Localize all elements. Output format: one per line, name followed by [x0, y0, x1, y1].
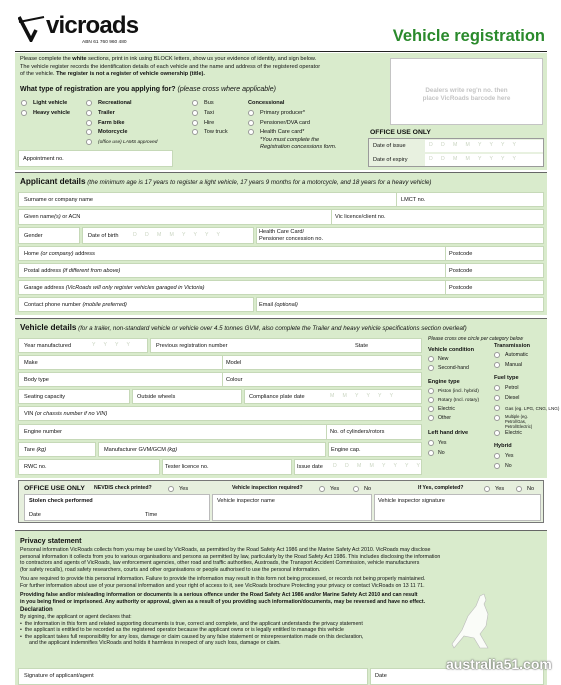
- declaration-heading: Declaration: [20, 607, 53, 613]
- lams-checkbox[interactable]: [86, 139, 92, 145]
- seating-capacity-label: Seating capacity: [24, 394, 66, 400]
- inspection-no-label: No: [364, 486, 372, 492]
- tow-truck-checkbox[interactable]: [192, 129, 198, 135]
- state-label: State: [355, 343, 369, 349]
- body-type-field[interactable]: [18, 372, 422, 387]
- lhd-yes-radio[interactable]: [428, 440, 434, 446]
- pensioner-dva-label: Pensioner/DVA card: [260, 119, 310, 126]
- date-of-issue-label: Date of issue: [373, 143, 406, 149]
- intro-line-2: The vehicle register records the identification details of each vehicle and the name and address of the registered operator: [20, 63, 321, 70]
- email-field[interactable]: [256, 297, 544, 312]
- dealers-note-line-2: place VicRoads barcode here: [422, 95, 511, 102]
- light-vehicle-label: Light vehicle: [33, 100, 68, 106]
- nevdis-yes-radio[interactable]: [168, 486, 174, 492]
- gvm-label: Manufacturer GVM/GCM (kg): [104, 447, 178, 453]
- heavy-vehicle-label: Heavy vehicle: [33, 110, 71, 116]
- issue-date-placeholder: D D M M Y Y Y Y: [333, 463, 424, 469]
- engine-rotary-label: Rotary (Incl. rotary): [438, 397, 480, 403]
- health-care-card-checkbox[interactable]: [248, 129, 254, 135]
- office-use-title-1: OFFICE USE ONLY: [370, 129, 431, 136]
- condition-second-hand-label: Second-hand: [438, 364, 469, 371]
- inspector-signature-label: Vehicle inspector signature: [378, 498, 445, 504]
- bus-checkbox[interactable]: [192, 100, 198, 106]
- engine-electric-label: Electric: [438, 405, 456, 412]
- trailer-label: Trailer: [98, 110, 115, 116]
- fuel-gas-radio[interactable]: [494, 405, 500, 411]
- privacy-line-5: You are required to provide this personal information. Failure to provide the information may result in this form not being processed, or records not being properly maintained.: [20, 576, 426, 582]
- make-model-divider: [222, 355, 223, 370]
- declaration-intro: By signing, the applicant or agent declares that:: [20, 614, 132, 620]
- home-postcode-divider: [445, 246, 446, 261]
- office-use-title-2: OFFICE USE ONLY: [24, 485, 85, 492]
- privacy-line-1: Personal information VicRoads collects from you may be used by VicRoads, as permitted by the Road Safety Act 1986 and the Marine Safety Act 2010. VicRoads may disclose: [20, 547, 431, 553]
- transmission-automatic-radio[interactable]: [494, 352, 500, 358]
- condition-new-radio[interactable]: [428, 356, 434, 362]
- garage-postcode-label: Postcode: [449, 285, 473, 291]
- dealers-note-line-1: Dealers write reg'n no. then: [425, 87, 508, 94]
- top-rule: [15, 51, 547, 52]
- inspection-yes-label: Yes: [330, 486, 340, 492]
- outside-wheels-label: Outside wheels: [137, 394, 176, 400]
- compliance-plate-placeholder: M M Y Y Y Y: [330, 393, 397, 399]
- nevdis-yes-label: Yes: [179, 486, 189, 492]
- garage-postcode-divider: [445, 280, 446, 295]
- completed-yes-label: Yes: [495, 486, 505, 492]
- transmission-manual-radio[interactable]: [494, 362, 500, 368]
- brand-name: vicroads: [46, 12, 139, 39]
- appointment-label: Appointment no.: [23, 156, 64, 162]
- stolen-time-label: Time: [145, 512, 158, 518]
- inspector-name-label: Vehicle inspector name: [217, 498, 275, 504]
- engine-number-label: Engine number: [24, 429, 62, 435]
- completed-no-label: No: [527, 486, 535, 492]
- abn-text: ABN 61 760 960 480: [82, 40, 127, 45]
- applicant-signature-label: Signature of applicant/agent: [24, 673, 94, 679]
- postal-postcode-label: Postcode: [449, 268, 473, 274]
- contact-phone-label: Contact phone number (mobile preferred): [24, 302, 127, 308]
- engine-type-heading: Engine type: [428, 379, 460, 385]
- intro-line-3: of the vehicle. The register is not a register of vehicle ownership (title).: [20, 71, 205, 77]
- engine-other-label: Other: [438, 414, 451, 421]
- fuel-diesel-radio[interactable]: [494, 395, 500, 401]
- vehicle-details-heading: Vehicle details (for a trailer, non-standard vehicle or vehicle over 4.5 tonnes GVM, also complete the Trailer and heavy vehicle specifications section overleaf): [20, 323, 467, 332]
- light-vehicle-checkbox[interactable]: [21, 100, 27, 106]
- hire-checkbox[interactable]: [192, 120, 198, 126]
- postal-postcode-divider: [445, 263, 446, 278]
- inspection-no-radio[interactable]: [353, 486, 359, 492]
- hybrid-yes-radio[interactable]: [494, 453, 500, 459]
- hybrid-no-radio[interactable]: [494, 463, 500, 469]
- date-of-expiry-placeholder: D D M M Y Y Y Y: [429, 156, 520, 162]
- office-use-box-1: [368, 138, 544, 167]
- vic-licence-label: Vic licence/client no.: [335, 214, 386, 220]
- circle-hint: Please cross one circle per category below: [428, 336, 524, 342]
- fuel-gas-label: Gas (eg. LPG, CNG, LNG): [505, 405, 560, 411]
- tare-label: Tare (kg): [24, 447, 47, 453]
- taxi-label: Taxi: [204, 110, 214, 116]
- hybrid-yes-label: Yes: [505, 452, 514, 459]
- body-colour-divider: [222, 372, 223, 387]
- declaration-bullet-1: • the information in this form and related supporting documents is true, correct and complete, and the applicant understands the privacy statement: [20, 620, 363, 627]
- motorcycle-label: Motorcycle: [98, 129, 128, 135]
- colour-label: Colour: [226, 377, 243, 383]
- if-yes-completed-label: If Yes, completed?: [418, 485, 464, 491]
- year-manufactured-label: Year manufactured: [24, 343, 72, 349]
- surname-lmct-divider: [396, 192, 397, 207]
- engine-other-radio[interactable]: [428, 415, 434, 421]
- warning-line-1: Providing false and/or misleading information or documents is a serious offence under the Road Safety Act 1986 and/or Marine Safety Act 2010 and can result: [20, 592, 418, 598]
- date-of-birth-placeholder: D D M M Y Y Y Y: [133, 232, 224, 238]
- declaration-continuation: and the applicant indemnifies VicRoads and holds it harmless in respect of any such loss, damage or claim.: [29, 640, 281, 646]
- pensioner-dva-checkbox[interactable]: [248, 120, 254, 126]
- concessions-note-2: Registration concessions form.: [260, 144, 337, 150]
- engine-electric-radio[interactable]: [428, 406, 434, 412]
- watermark-logo: [436, 592, 554, 678]
- health-care-card-number-label-1: Health Care Card/: [259, 229, 305, 235]
- completed-no-radio[interactable]: [516, 486, 522, 492]
- fuel-electric-label: Electric: [505, 429, 523, 436]
- engine-cyl-divider: [326, 424, 327, 440]
- inspection-yes-radio[interactable]: [319, 486, 325, 492]
- primary-producer-checkbox[interactable]: [248, 110, 254, 116]
- transmission-heading: Transmission: [494, 343, 531, 349]
- surname-label: Surname or company name: [24, 197, 94, 203]
- applicant-details-heading: Applicant details (the minimum age is 17 years to register a light vehicle, 17 years 9 months for a motorcycle, and 18 years for a heavy vehicle): [20, 177, 432, 186]
- signature-date-label: Date: [375, 673, 387, 679]
- fuel-petrol-radio[interactable]: [494, 385, 500, 391]
- warning-line-2: in you being fined or imprisoned. Any authority or approval, given as a result of you providing such information/documents, may be reversed and have no effect.: [20, 598, 426, 605]
- lmct-label: LMCT no.: [401, 197, 426, 203]
- concessions-note-1: *You must complete the: [260, 137, 320, 143]
- health-care-card-number-label-2: Pensioner concession no.: [259, 236, 324, 242]
- fuel-petrol-label: Petrol: [505, 384, 519, 391]
- farm-bike-label: Farm bike: [98, 119, 125, 126]
- recreational-label: Recreational: [98, 100, 132, 106]
- fuel-type-heading: Fuel type: [494, 375, 519, 381]
- vehicle-condition-heading: Vehicle condition: [428, 347, 475, 353]
- issue-date-label: Issue date: [297, 464, 323, 470]
- declaration-bullet-2: • the applicant is entitled to be recorded as the registered operator because the applicant owns or is legally entitled to manage this vehicle: [20, 627, 344, 633]
- make-field[interactable]: [18, 355, 422, 370]
- motorcycle-checkbox[interactable]: [86, 129, 92, 135]
- gender-label: Gender: [24, 233, 43, 239]
- privacy-line-2: personal information it collects from you to various organisations and persons as permitted by law, particularly by the Road Safety Act 1986. This includes disclosing the information: [20, 553, 441, 560]
- date-of-expiry-label: Date of expiry: [373, 157, 408, 163]
- condition-new-label: New: [438, 355, 449, 362]
- privacy-line-6: For further information about use of your personal information and your right of access to it, see VicRoads brochure Protecting your privacy or contact VicRoads on 13 11 71.: [20, 582, 425, 589]
- vicroads-logo: [18, 10, 158, 48]
- fuel-multiple-label: Multiple (eg. Petrol/Gas, Petrol/Electric): [505, 413, 533, 429]
- home-address-label: Home (or company) address: [24, 251, 95, 257]
- dealers-barcode-box[interactable]: [390, 58, 543, 125]
- rwc-label: RWC no.: [24, 464, 47, 470]
- hybrid-no-label: No: [505, 462, 512, 469]
- inspection-required-label: Vehicle inspection required?: [232, 485, 303, 491]
- fuel-electric-radio[interactable]: [494, 430, 500, 436]
- watermark-text: australia51.com: [446, 656, 552, 672]
- stolen-check-label: Stolen check performed: [29, 498, 93, 504]
- appointment-field[interactable]: [18, 150, 173, 167]
- compliance-plate-label: Compliance plate date: [249, 394, 305, 400]
- postal-address-label: Postal address (if different from above): [24, 268, 121, 274]
- model-label: Model: [226, 360, 242, 366]
- stolen-date-label: Date: [29, 512, 41, 518]
- lams-note: (office use) LAMS approved: [98, 139, 158, 145]
- privacy-line-4: (for safety recalls), road safety researchers, courts and other organisations or people authorised to use the personal information.: [20, 566, 321, 573]
- lhd-no-radio[interactable]: [428, 450, 434, 456]
- date-of-issue-placeholder: D D M M Y Y Y Y: [429, 142, 520, 148]
- trailer-checkbox[interactable]: [86, 110, 92, 116]
- make-label: Make: [24, 360, 38, 366]
- condition-second-hand-radio[interactable]: [428, 365, 434, 371]
- given-licence-divider: [331, 209, 332, 225]
- home-postcode-label: Postcode: [449, 251, 473, 257]
- tester-licence-label: Tester licence no.: [165, 464, 209, 470]
- farm-bike-checkbox[interactable]: [86, 120, 92, 126]
- year-manufactured-placeholder: Y Y Y Y: [92, 342, 134, 348]
- fuel-multiple-radio[interactable]: [494, 415, 500, 421]
- hybrid-heading: Hybrid: [494, 443, 512, 449]
- kangaroo-icon: [450, 592, 496, 652]
- health-care-card-label: Health Care card*: [260, 129, 305, 135]
- primary-producer-label: Primary producer*: [260, 110, 306, 116]
- given-names-label: Given name(s) or ACN: [24, 214, 81, 220]
- date-of-birth-label: Date of birth: [88, 233, 119, 239]
- recreational-checkbox[interactable]: [86, 100, 92, 106]
- engine-rotary-radio[interactable]: [428, 397, 434, 403]
- reg-type-question: What type of registration are you applying for? (please cross where applicable): [20, 86, 276, 93]
- lhd-no-label: No: [438, 449, 445, 456]
- form-title: Vehicle registration: [392, 27, 545, 45]
- given-names-field[interactable]: [18, 209, 544, 225]
- intro-line-1: Please complete the white sections, print in ink using BLOCK letters, show us your evidence of identity, and sign below.: [20, 56, 317, 62]
- hire-label: Hire: [204, 119, 215, 126]
- taxi-checkbox[interactable]: [192, 110, 198, 116]
- cylinders-label: No. of cylinders/rotors: [330, 429, 385, 435]
- bus-label: Bus: [204, 100, 214, 106]
- engine-piston-label: Piston (incl. hybrid): [438, 388, 479, 394]
- privacy-heading: Privacy statement: [20, 536, 82, 545]
- privacy-line-3: to contractors and agents of VicRoads, law enforcement agencies, other road and traffic authorities, Austroads, the Transport Accident Commission, vehicle manufacturers: [20, 560, 420, 566]
- previous-registration-label: Previous registration number: [156, 343, 228, 349]
- body-type-label: Body type: [24, 377, 49, 383]
- engine-capacity-label: Engine cap.: [331, 447, 361, 453]
- engine-piston-radio[interactable]: [428, 388, 434, 394]
- tow-truck-label: Tow truck: [204, 129, 228, 135]
- left-hand-drive-heading: Left hand drive: [428, 430, 469, 436]
- concessional-heading: Concessional: [248, 100, 285, 106]
- surname-field[interactable]: [18, 192, 544, 207]
- nevdis-label: NEVDIS check printed?: [94, 485, 152, 491]
- declaration-bullet-3: • the applicant takes full responsibility for any loss, damage or claim caused by any false statement or misrepresentation made on this declaration,: [20, 633, 364, 640]
- lhd-yes-label: Yes: [438, 439, 447, 446]
- vin-label: VIN (or chassis number if no VIN): [24, 411, 108, 417]
- email-label: Email (optional): [259, 302, 298, 308]
- heavy-vehicle-checkbox[interactable]: [21, 110, 27, 116]
- garage-address-label: Garage address (VicRoads will only register vehicles garaged in Victoria): [24, 285, 205, 291]
- completed-yes-radio[interactable]: [484, 486, 490, 492]
- transmission-manual-label: Manual: [505, 361, 523, 368]
- vicroads-v-icon: [18, 16, 46, 42]
- transmission-automatic-label: Automatic: [505, 351, 529, 358]
- fuel-diesel-label: Diesel: [505, 394, 520, 401]
